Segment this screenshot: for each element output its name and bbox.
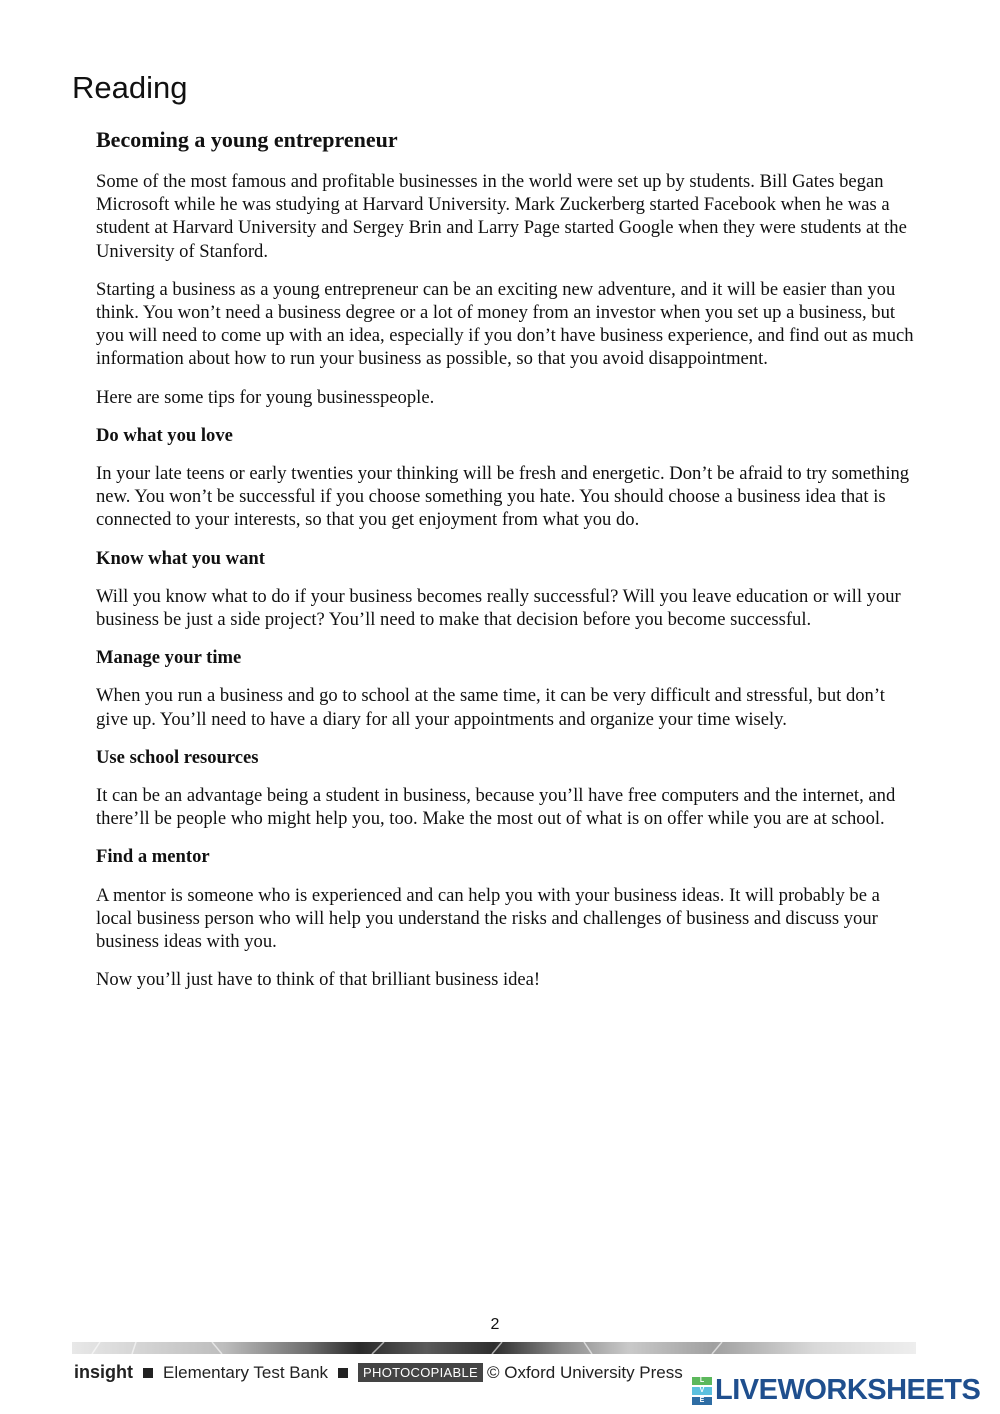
liveworksheets-watermark — [692, 1374, 980, 1407]
photocopiable-label: PHOTOCOPIABLE — [358, 1363, 483, 1382]
intro-paragraph-2: Starting a business as a young entrepreneur can be an exciting new adventure, and it will be easier than you think. You won’t need a business degree or a lot of money from an investor when you set up a business, but you will need to come up with an idea, especially if you don’t have business experience, and find out as much information about how to run your business as possible, so that you avoid disappointment. — [96, 278, 914, 370]
footer — [74, 1362, 683, 1383]
page-number: 2 — [490, 1316, 500, 1333]
section-title: Reading — [72, 70, 188, 105]
tip-heading-love: Do what you love — [96, 424, 233, 446]
logo-block-v: V — [692, 1387, 712, 1395]
closing-paragraph: Now you’ll just have to think of that brilliant business idea! — [96, 969, 541, 991]
tip-text-want: Will you know what to do if your business becomes really successful? Will you leave education or will your business be just a side project? You’ll need to make that decision before you become successful. — [96, 585, 901, 631]
article — [96, 126, 920, 1006]
intro-paragraph-3: Here are some tips for young businesspeople. — [96, 386, 435, 408]
footer-book-title: Elementary Test Bank — [163, 1362, 329, 1382]
tip-heading-time: Manage your time — [96, 647, 242, 669]
liveworksheets-text: LIVEWORKSHEETS — [715, 1374, 981, 1406]
tip-heading-resources: Use school resources — [96, 746, 259, 768]
footer-image-strip — [72, 1342, 916, 1354]
tip-heading-want: Know what you want — [96, 547, 265, 569]
footer-copyright: © Oxford University Press — [486, 1362, 683, 1382]
tip-text-time: When you run a business and go to school at the same time, it can be very difficult and stressful, but don’t give up. You’ll need to have a diary for all your appointments and organize your time wisely. — [96, 685, 885, 730]
tip-text-resources: It can be an advantage being a student in business, because you’ll have free computers and the internet, and there’ll be people who might help you, too. Make the most out of what is on offer while you are at school. — [96, 785, 896, 830]
article-title: Becoming a young entrepreneur — [96, 127, 398, 152]
separator-square-icon — [338, 1368, 348, 1378]
logo-block-l: L — [692, 1377, 712, 1385]
liveworksheets-logo-icon — [692, 1376, 712, 1406]
tip-heading-mentor: Find a mentor — [96, 846, 210, 868]
intro-paragraph-1: Some of the most famous and profitable businesses in the world were set up by students. Bill Gates began Microsoft while he was studying at Harvard University. Mark Zuckerberg started Facebook when he was a student at Harvard University and Sergey Brin and Larry Page started Google when they were students at the University of Stanford. — [96, 171, 907, 262]
tip-text-love: In your late teens or early twenties your thinking will be fresh and energetic. Don’t be afraid to try something new. You won’t be successful if you choose something you hate. You should choose a business idea that is connected to your interests, so that you get enjoyment from what you do. — [96, 463, 910, 531]
logo-block-e: E — [692, 1397, 712, 1405]
footer-brand: insight — [74, 1362, 133, 1382]
separator-square-icon — [143, 1368, 153, 1378]
tip-text-mentor: A mentor is someone who is experienced and can help you with your business ideas. It will probably be a local business person who will help you understand the risks and challenges of business and discuss your business ideas with you. — [96, 884, 880, 953]
